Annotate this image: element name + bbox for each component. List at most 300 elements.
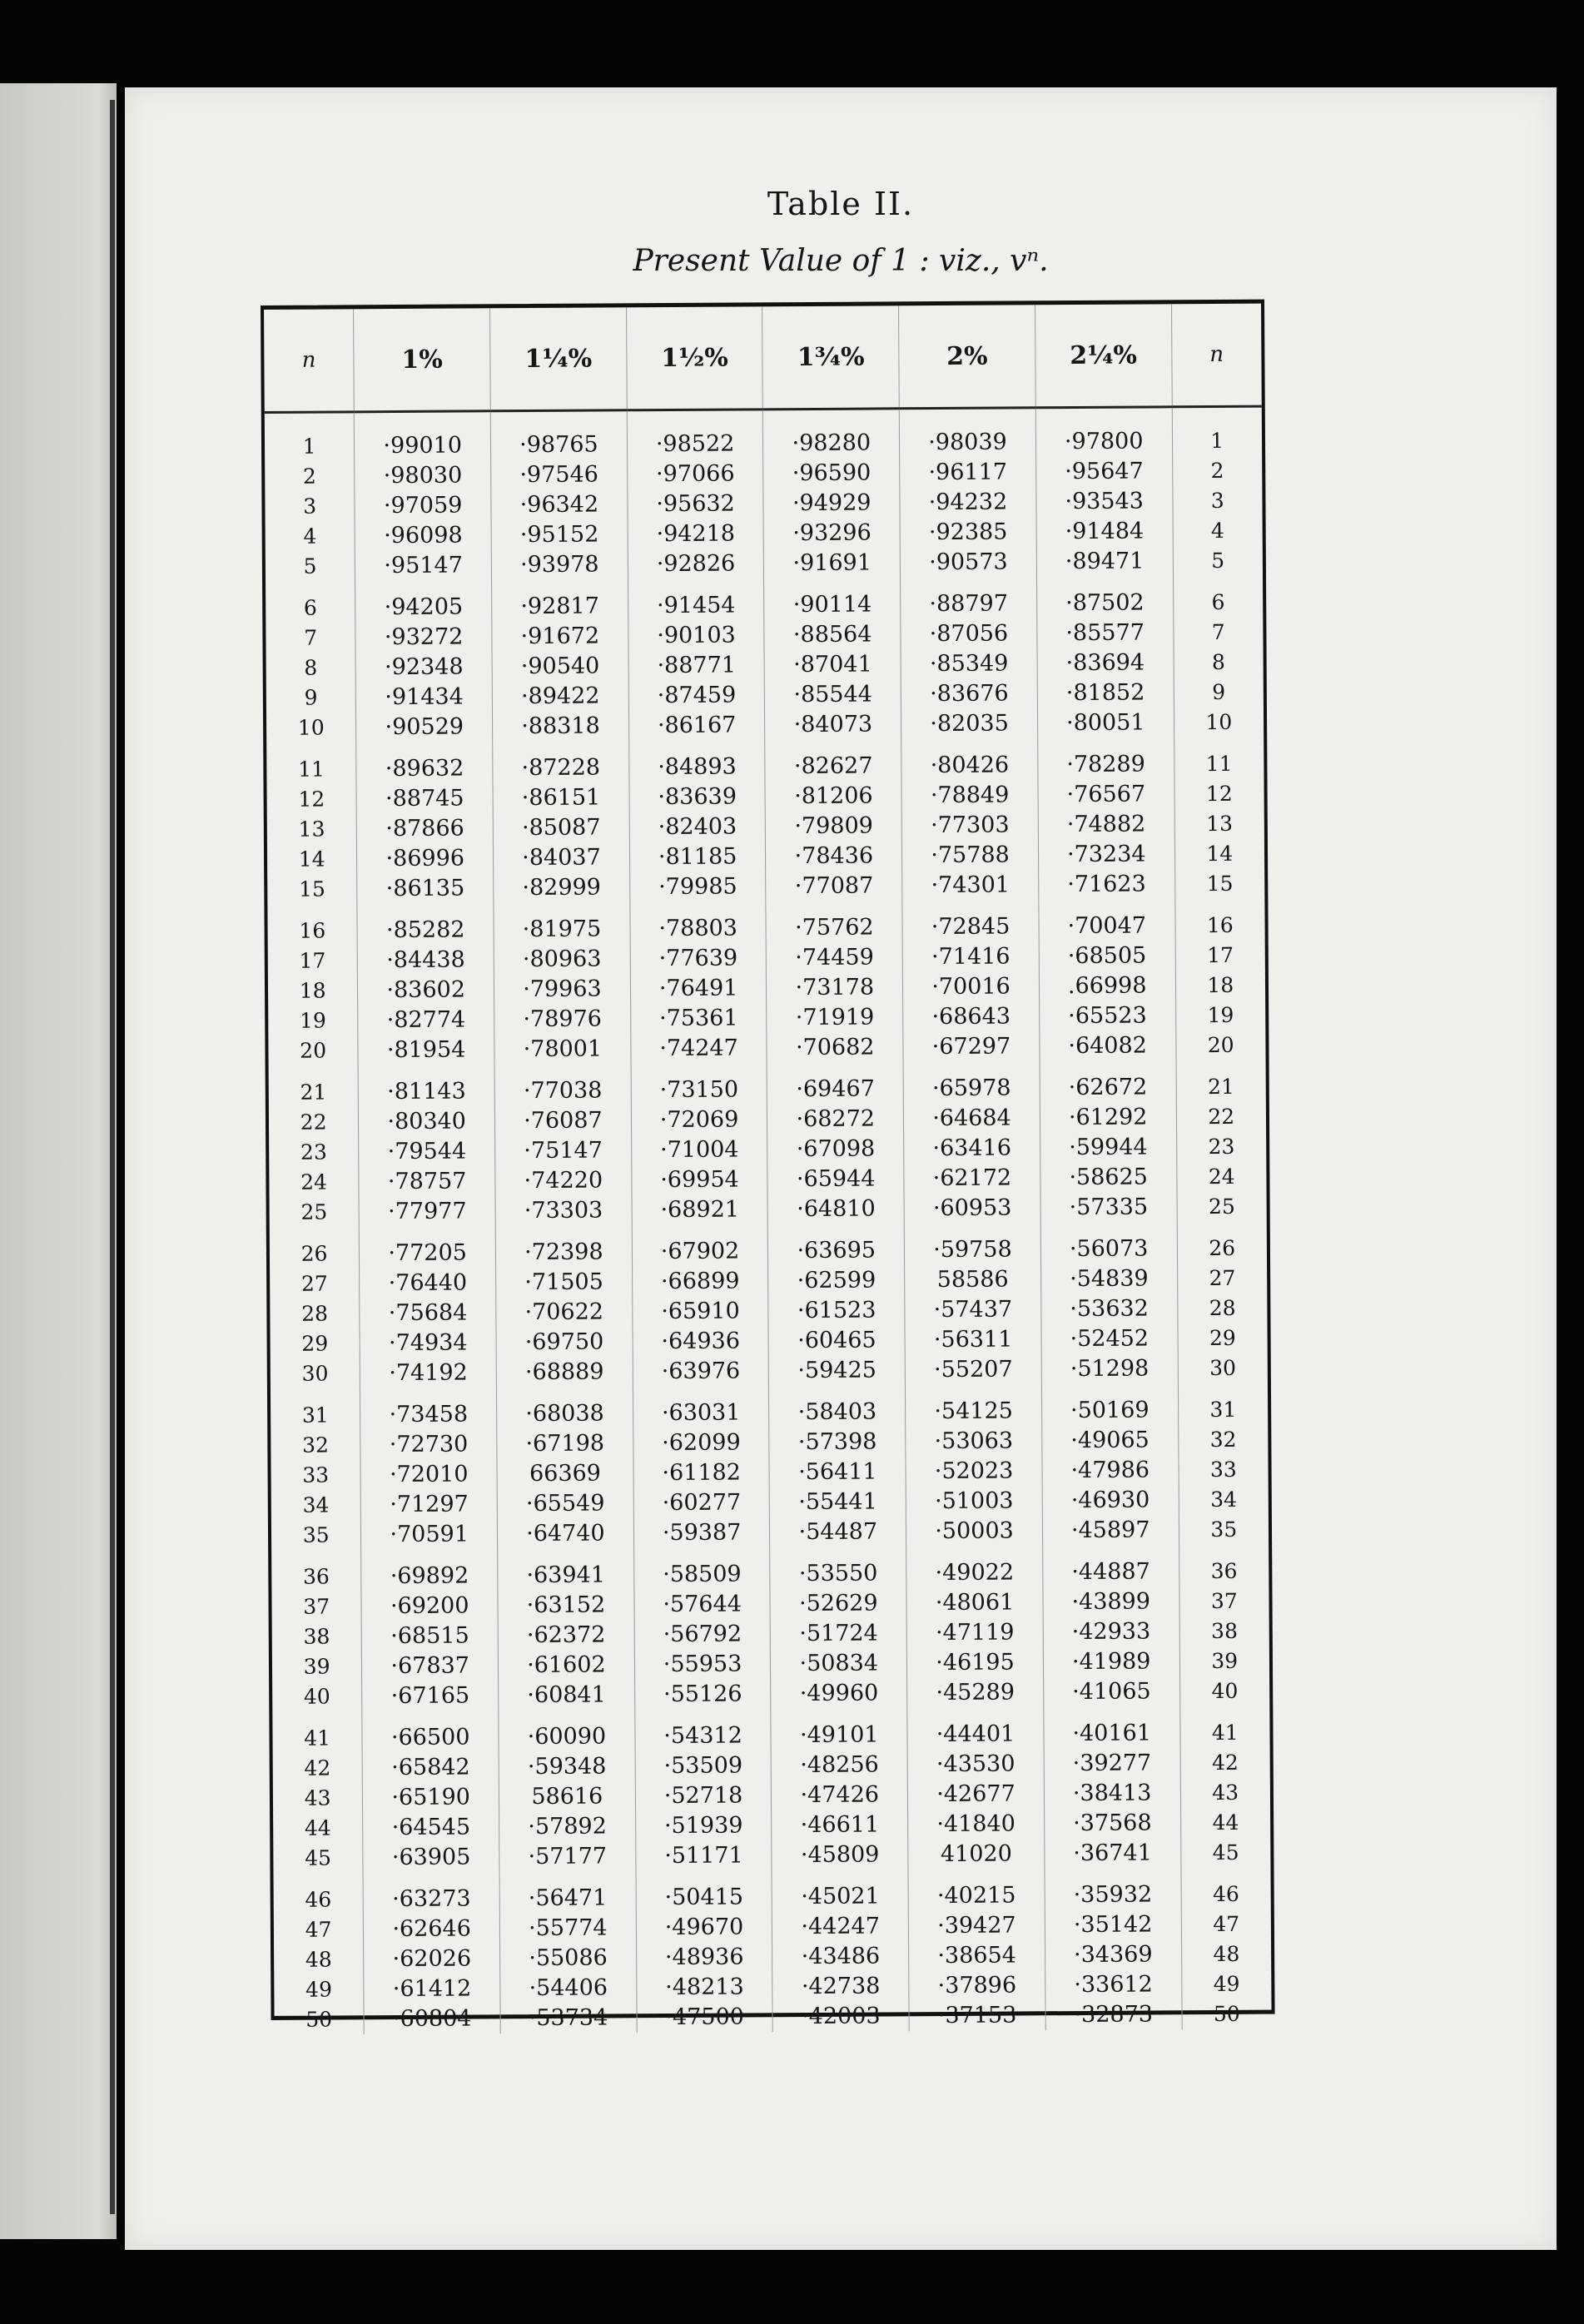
value-cell: ·59758 xyxy=(905,1234,1041,1265)
gap-cell xyxy=(355,580,492,593)
period-cell: 4 xyxy=(1210,518,1224,544)
value-cell: ·42677 xyxy=(908,1779,1045,1810)
value-cell: ·78757 xyxy=(359,1166,495,1197)
value-cell: ·95647 xyxy=(1036,456,1173,487)
period-cell: 36 xyxy=(1210,1558,1238,1584)
value-cell: ·61523 xyxy=(768,1295,905,1326)
period-cell: 1 xyxy=(1210,428,1224,454)
value-cell: ·52023 xyxy=(906,1456,1042,1487)
value-cell: ·55086 xyxy=(500,1943,637,1974)
period-cell: 4 xyxy=(266,521,355,552)
value-cell: ·49022 xyxy=(906,1557,1043,1588)
value-cell: ·67837 xyxy=(362,1651,499,1681)
period-cell: 49 xyxy=(274,1974,364,2005)
value-cell: 66369 xyxy=(497,1458,633,1489)
value-cell: ·48061 xyxy=(906,1587,1043,1618)
value-cell: ·70682 xyxy=(767,1032,903,1063)
value-cell: ·77303 xyxy=(901,810,1038,841)
value-cell: ·45897 xyxy=(1042,1515,1179,1546)
value-cell: ·67165 xyxy=(362,1681,499,1711)
value-cell: ·75684 xyxy=(360,1298,496,1328)
left-page-edge xyxy=(0,83,117,2239)
value-cell: ·70047 xyxy=(1039,911,1175,941)
period-cell: 39 xyxy=(1211,1648,1239,1674)
value-cell: ·48213 xyxy=(637,1972,773,2003)
value-cell: ·71919 xyxy=(767,1002,903,1033)
value-cell: ·82999 xyxy=(494,872,630,903)
value-cell: ·34369 xyxy=(1045,1939,1181,1970)
gap-cell xyxy=(1040,1222,1177,1234)
period-cell: 37 xyxy=(1210,1588,1238,1614)
gap-cell xyxy=(633,1547,770,1560)
value-cell: ·97546 xyxy=(491,459,628,490)
book-page xyxy=(125,87,1557,2250)
value-cell: ·54487 xyxy=(770,1517,906,1547)
value-cell: ·44401 xyxy=(907,1719,1044,1750)
value-cell: ·92385 xyxy=(900,517,1036,548)
period-cell: 23 xyxy=(269,1137,359,1168)
gap-cell xyxy=(1179,1706,1269,1719)
period-cell: 2 xyxy=(1210,458,1224,484)
gap-cell xyxy=(357,903,494,916)
value-cell: ·32873 xyxy=(1045,1999,1182,2030)
value-cell: ·59425 xyxy=(769,1355,906,1386)
period-cell: 30 xyxy=(1209,1355,1237,1381)
gap-cell xyxy=(266,742,356,755)
gap-cell xyxy=(267,904,357,916)
value-cell: ·63152 xyxy=(498,1590,634,1621)
period-cell: 28 xyxy=(270,1299,360,1329)
value-cell: ·62026 xyxy=(364,1944,500,1974)
gap-cell xyxy=(271,1550,361,1562)
value-cell: ·80426 xyxy=(901,750,1038,781)
period-cell: 44 xyxy=(273,1813,363,1844)
value-cell: ·58625 xyxy=(1040,1162,1177,1193)
gap-cell xyxy=(770,1547,906,1559)
value-cell: ·63905 xyxy=(363,1842,499,1873)
period-cell: 33 xyxy=(271,1460,360,1491)
period-cell: 25 xyxy=(270,1197,360,1228)
gap-cell xyxy=(1174,737,1264,750)
period-cell: 34 xyxy=(271,1490,361,1521)
period-cell: 41 xyxy=(1211,1720,1239,1745)
value-cell: ·56311 xyxy=(905,1324,1041,1355)
value-cell: ·84893 xyxy=(629,752,766,782)
value-cell: ·92348 xyxy=(355,652,492,683)
value-cell: ·57644 xyxy=(634,1589,771,1620)
value-cell: ·49101 xyxy=(771,1720,907,1750)
value-cell: ·69954 xyxy=(632,1164,768,1195)
value-cell: ·50003 xyxy=(906,1516,1043,1547)
value-cell: ·50415 xyxy=(636,1882,772,1913)
period-cell: 35 xyxy=(271,1520,361,1551)
values-table xyxy=(264,304,1272,2035)
gap-cell xyxy=(1044,1706,1180,1719)
gap-cell xyxy=(902,900,1039,912)
period-cell: 2 xyxy=(265,461,355,492)
period-cell: 38 xyxy=(272,1621,362,1652)
value-cell: ·71505 xyxy=(496,1267,633,1298)
value-cell: ·91691 xyxy=(764,548,901,579)
value-cell: ·76567 xyxy=(1038,779,1174,810)
period-cell: 42 xyxy=(273,1753,363,1784)
value-cell: ·68921 xyxy=(632,1194,768,1225)
value-cell: ·94929 xyxy=(763,488,900,519)
value-cell: ·82627 xyxy=(765,751,901,782)
spacer-cell xyxy=(1172,406,1262,426)
value-cell: ·89422 xyxy=(492,681,628,712)
value-cell: ·96590 xyxy=(763,458,900,489)
value-cell: ·87228 xyxy=(493,752,629,783)
value-cell: ·42738 xyxy=(772,1971,909,2002)
value-cell: ·67902 xyxy=(632,1236,768,1267)
value-cell: ·77087 xyxy=(766,871,902,901)
period-cell: 33 xyxy=(1209,1457,1237,1482)
value-cell: ·82035 xyxy=(901,708,1038,739)
gap-cell xyxy=(1041,1383,1178,1396)
value-cell: ·72730 xyxy=(360,1429,497,1460)
period-cell: 11 xyxy=(1205,751,1233,777)
value-cell: ·59387 xyxy=(633,1517,770,1548)
value-cell: ·73234 xyxy=(1038,839,1174,870)
period-cell: 12 xyxy=(267,784,357,815)
value-cell: ·74220 xyxy=(495,1165,632,1196)
value-cell: ·58403 xyxy=(769,1397,906,1428)
value-cell: ·81852 xyxy=(1037,678,1174,708)
value-cell: ·73178 xyxy=(767,972,903,1003)
period-cell: 23 xyxy=(1208,1134,1235,1160)
gap-cell xyxy=(765,739,901,752)
period-cell: 42 xyxy=(1212,1750,1239,1775)
period-cell: 13 xyxy=(1206,811,1234,837)
value-cell: ·62172 xyxy=(904,1163,1040,1194)
value-cell: ·79544 xyxy=(359,1136,495,1167)
period-cell: 34 xyxy=(1210,1487,1238,1512)
value-cell: ·52629 xyxy=(770,1588,906,1619)
value-cell: ·68272 xyxy=(767,1104,904,1135)
value-cell: ·77977 xyxy=(359,1196,495,1227)
value-cell: ·98030 xyxy=(355,460,491,491)
period-cell: 43 xyxy=(273,1783,363,1814)
period-cell: 50 xyxy=(274,2004,364,2035)
value-cell: ·69200 xyxy=(361,1591,498,1621)
period-cell: 14 xyxy=(1206,841,1234,867)
table-row xyxy=(271,1515,1269,1551)
value-cell: ·76440 xyxy=(360,1268,496,1299)
period-cell: 46 xyxy=(1212,1881,1239,1907)
period-cell: 8 xyxy=(1211,649,1225,675)
value-cell: ·63941 xyxy=(498,1560,634,1591)
gap-cell xyxy=(494,902,630,915)
period-cell: 46 xyxy=(274,1885,364,1915)
value-cell: ·60953 xyxy=(904,1193,1040,1224)
period-cell: 39 xyxy=(272,1651,362,1682)
value-cell: ·84073 xyxy=(765,709,901,740)
value-cell: ·63976 xyxy=(633,1356,769,1387)
value-cell: ·50169 xyxy=(1041,1395,1178,1426)
gap-cell xyxy=(633,1386,769,1398)
gap-cell xyxy=(1042,1545,1179,1557)
gap-cell xyxy=(497,1387,633,1399)
table-row xyxy=(271,1353,1268,1389)
value-cell: ·55207 xyxy=(905,1354,1041,1385)
value-cell: ·63416 xyxy=(904,1133,1040,1164)
value-cell: ·38413 xyxy=(1044,1778,1180,1809)
period-cell: 16 xyxy=(1206,912,1234,938)
value-cell: ·72398 xyxy=(495,1237,632,1268)
value-cell: ·93978 xyxy=(491,549,628,580)
value-cell: ·71416 xyxy=(902,941,1039,972)
period-cell: 17 xyxy=(1207,942,1234,968)
value-cell: ·57398 xyxy=(769,1427,906,1457)
period-cell: 35 xyxy=(1210,1517,1238,1542)
gap-cell xyxy=(907,1707,1044,1720)
value-cell: ·49960 xyxy=(771,1678,907,1709)
value-cell: ·40161 xyxy=(1044,1718,1180,1749)
table-body xyxy=(265,406,1272,2035)
gap-cell xyxy=(360,1388,497,1400)
value-cell: ·56073 xyxy=(1040,1234,1177,1264)
value-cell: ·56792 xyxy=(634,1619,771,1650)
gap-cell xyxy=(1039,899,1175,911)
period-cell: 3 xyxy=(1210,488,1224,514)
gap-cell xyxy=(768,1224,905,1236)
value-cell: ·46930 xyxy=(1042,1485,1179,1516)
value-cell: ·96117 xyxy=(900,457,1036,488)
value-cell: ·89471 xyxy=(1036,546,1173,577)
value-cell: ·68038 xyxy=(497,1398,633,1429)
value-cell: ·78849 xyxy=(901,780,1038,811)
period-cell: 24 xyxy=(269,1167,359,1198)
gap-cell xyxy=(906,1546,1043,1558)
gap-cell xyxy=(1040,1060,1176,1073)
value-cell: ·71297 xyxy=(361,1489,498,1520)
value-cell: ·62646 xyxy=(364,1914,500,1944)
value-cell: ·60841 xyxy=(499,1680,635,1711)
period-cell: 24 xyxy=(1208,1164,1235,1189)
value-cell: ·96098 xyxy=(355,520,491,551)
value-cell: ·49065 xyxy=(1042,1425,1179,1456)
value-cell: ·57892 xyxy=(499,1811,636,1842)
value-cell: ·63695 xyxy=(768,1235,905,1266)
value-cell: ·69750 xyxy=(496,1327,633,1358)
value-cell: ·64545 xyxy=(363,1812,499,1843)
table-row xyxy=(266,708,1264,743)
period-cell: 20 xyxy=(268,1035,358,1066)
value-cell: ·41065 xyxy=(1043,1676,1179,1707)
spacer-cell xyxy=(627,410,763,430)
value-cell: ·66500 xyxy=(362,1722,499,1753)
period-cell: 9 xyxy=(266,683,356,713)
value-cell: ·51939 xyxy=(635,1810,772,1841)
value-cell: ·42003 xyxy=(772,2001,909,2032)
value-cell: ·66899 xyxy=(632,1266,768,1297)
value-cell: ·53509 xyxy=(635,1750,772,1781)
value-cell: ·55953 xyxy=(634,1649,771,1680)
value-cell: ·73150 xyxy=(631,1075,767,1105)
value-cell: ·47986 xyxy=(1042,1455,1179,1486)
header-row xyxy=(264,304,1262,413)
value-cell: ·74192 xyxy=(360,1358,497,1388)
value-cell: ·86167 xyxy=(628,710,765,741)
value-cell: ·97066 xyxy=(627,459,763,489)
value-cell: ·54839 xyxy=(1040,1264,1177,1294)
value-cell: ·70591 xyxy=(361,1519,498,1550)
gap-cell xyxy=(494,1064,631,1076)
value-cell: ·62099 xyxy=(633,1428,770,1458)
gap-cell xyxy=(631,1063,767,1075)
period-cell: 50 xyxy=(1213,2001,1240,2027)
gap-cell xyxy=(901,738,1038,751)
value-cell: ·51171 xyxy=(636,1840,772,1871)
value-cell: ·87056 xyxy=(901,618,1037,649)
value-cell: ·48256 xyxy=(772,1750,908,1780)
value-cell: ·54125 xyxy=(906,1396,1042,1427)
period-cell: 32 xyxy=(1209,1427,1237,1452)
period-cell: 19 xyxy=(268,1006,358,1036)
gap-cell xyxy=(270,1227,360,1239)
gap-cell xyxy=(360,1226,496,1239)
value-cell: ·80051 xyxy=(1037,708,1174,738)
value-cell: ·97800 xyxy=(1035,426,1172,457)
value-cell: ·60090 xyxy=(499,1721,635,1752)
value-cell: ·95632 xyxy=(628,489,764,519)
value-cell: ·65549 xyxy=(497,1488,633,1519)
value-cell: ·61182 xyxy=(633,1457,770,1488)
value-cell: 58616 xyxy=(499,1781,635,1812)
gap-cell xyxy=(271,1388,360,1401)
value-cell: ·36741 xyxy=(1045,1838,1181,1869)
gap-cell xyxy=(1036,576,1173,588)
value-cell: ·47426 xyxy=(772,1780,908,1810)
value-cell: ·90103 xyxy=(628,620,765,651)
value-cell: ·96342 xyxy=(491,489,628,520)
period-cell: 21 xyxy=(269,1077,359,1108)
period-cell: 48 xyxy=(274,1944,364,1975)
value-cell: ·60804 xyxy=(364,2004,500,2034)
value-cell: ·69892 xyxy=(361,1561,498,1592)
period-cell: 31 xyxy=(271,1400,360,1431)
period-cell: 9 xyxy=(1212,679,1226,705)
value-cell: ·98765 xyxy=(490,430,627,460)
value-cell: ·55441 xyxy=(770,1487,906,1517)
value-cell: ·51298 xyxy=(1041,1353,1178,1384)
value-cell: 58586 xyxy=(905,1264,1041,1295)
value-cell: ·74247 xyxy=(631,1033,767,1064)
value-cell: ·74882 xyxy=(1038,809,1174,840)
table-subtitle: Present Value of 1 : viz., vⁿ. xyxy=(633,244,1049,278)
value-cell: ·85087 xyxy=(493,812,629,843)
value-cell: ·87459 xyxy=(628,680,765,711)
value-cell: ·57437 xyxy=(905,1294,1041,1325)
value-cell: ·39277 xyxy=(1044,1748,1180,1779)
gap-cell xyxy=(362,1711,499,1723)
period-cell: 37 xyxy=(271,1592,361,1622)
value-cell: ·63273 xyxy=(363,1884,499,1914)
value-cell: ·44887 xyxy=(1043,1557,1179,1587)
period-cell: 7 xyxy=(1211,619,1225,645)
period-cell: 45 xyxy=(1212,1840,1239,1865)
gap-cell xyxy=(906,1384,1042,1397)
value-cell: ·77038 xyxy=(494,1075,631,1106)
value-cell: ·78976 xyxy=(494,1004,631,1035)
value-cell: ·83639 xyxy=(629,782,766,812)
value-cell: ·77205 xyxy=(360,1238,496,1269)
period-cell: 30 xyxy=(271,1358,360,1389)
gap-cell xyxy=(356,742,493,754)
period-cell: 5 xyxy=(266,551,355,582)
gap-cell xyxy=(361,1549,498,1562)
value-cell: ·53063 xyxy=(906,1426,1042,1457)
period-cell: 45 xyxy=(273,1843,363,1874)
value-cell: ·56471 xyxy=(499,1883,636,1914)
value-cell: ·94205 xyxy=(355,592,492,623)
value-cell: ·65944 xyxy=(767,1164,904,1194)
period-cell: 6 xyxy=(266,593,355,623)
value-cell: ·62672 xyxy=(1040,1072,1176,1103)
value-cell: ·95152 xyxy=(491,519,628,550)
table-row xyxy=(266,546,1263,582)
value-cell: ·64936 xyxy=(633,1326,769,1357)
gap-cell xyxy=(628,740,765,752)
value-cell: ·68505 xyxy=(1039,941,1175,971)
period-cell: 31 xyxy=(1209,1397,1237,1423)
table-title: Table II. xyxy=(767,186,915,222)
gap-cell xyxy=(772,1870,908,1882)
value-cell: ·45809 xyxy=(772,1840,908,1870)
gap-cell xyxy=(901,577,1037,589)
value-cell: ·78289 xyxy=(1038,749,1174,780)
value-cell: ·90114 xyxy=(764,589,901,620)
value-cell: ·62372 xyxy=(498,1620,634,1651)
value-cell: ·64810 xyxy=(768,1194,905,1224)
gap-cell xyxy=(636,1870,772,1883)
value-cell: ·45289 xyxy=(907,1677,1044,1708)
value-cell: ·54406 xyxy=(500,1973,637,2004)
header-rate-2-25: 2¼% xyxy=(1035,304,1171,407)
book-spine xyxy=(110,100,115,2214)
value-cell: ·88771 xyxy=(628,650,765,681)
header-n-right: n xyxy=(1171,304,1262,407)
table-row xyxy=(274,1999,1271,2035)
value-cell: ·80340 xyxy=(359,1106,495,1137)
value-cell: ·37153 xyxy=(909,2000,1045,2031)
header-rate-1-5: 1½% xyxy=(626,306,762,410)
value-cell: ·80963 xyxy=(494,944,630,975)
value-cell: ·61292 xyxy=(1040,1102,1176,1133)
period-cell: 21 xyxy=(1208,1074,1235,1100)
value-cell: ·78803 xyxy=(630,913,767,944)
spacer-cell xyxy=(899,408,1035,428)
value-cell: ·98039 xyxy=(900,427,1036,458)
period-cell: 10 xyxy=(1205,709,1233,735)
value-cell: ·52718 xyxy=(635,1780,772,1811)
value-cell: ·75788 xyxy=(902,840,1039,871)
period-cell: 1 xyxy=(265,431,355,462)
value-cell: ·51003 xyxy=(906,1486,1042,1517)
gap-cell xyxy=(766,901,902,913)
period-cell: 36 xyxy=(271,1562,361,1592)
period-cell: 43 xyxy=(1212,1780,1239,1805)
value-cell: ·92826 xyxy=(628,549,764,579)
value-cell: ·54312 xyxy=(635,1721,772,1751)
value-cell: ·57177 xyxy=(499,1841,636,1872)
value-cell: ·72845 xyxy=(902,911,1039,942)
period-cell: 3 xyxy=(265,491,355,522)
period-cell: 40 xyxy=(272,1681,362,1712)
gap-cell xyxy=(908,1869,1045,1881)
value-cell: ·72069 xyxy=(631,1105,767,1135)
